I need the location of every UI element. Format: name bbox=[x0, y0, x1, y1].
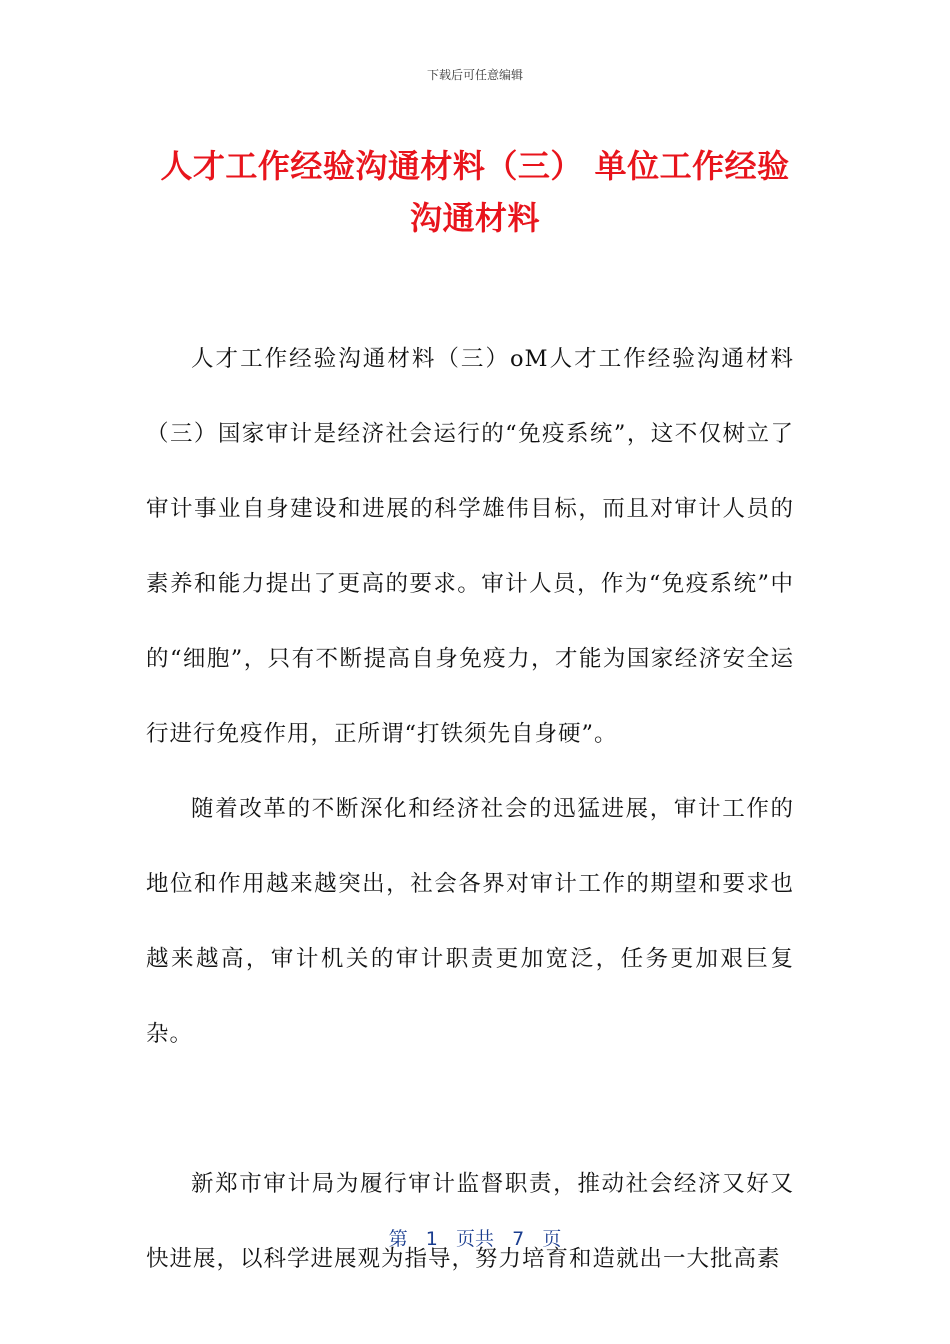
header-note: 下载后可任意编辑 bbox=[426, 68, 523, 82]
footer-label-page: 第 bbox=[388, 1228, 408, 1250]
paragraph-1: 人才工作经验沟通材料（三）oM人才工作经验沟通材料（三）国家审计是经济社会运行的“免疫系统”，这不仅树立了审计事业自身建设和进展的科学雄伟目标，而且对审计人员的素养和能力提出了更高的要求。审计人员，作为“免疫系统”中的“细胞”，只有不断提高自身免疫力，才能为国家经济安全运行进行免疫作用，正所谓“打铁须先自身硬”。 bbox=[146, 346, 794, 747]
body-text bbox=[146, 322, 794, 1297]
title-line-1: 人才工作经验沟通材料（三） 单位工作经验 bbox=[160, 147, 790, 185]
footer-total-pages: 7 bbox=[512, 1228, 525, 1250]
paragraph-gap bbox=[146, 1072, 794, 1147]
page-footer bbox=[0, 1224, 950, 1251]
document-title bbox=[120, 140, 830, 244]
footer-current-page: 1 bbox=[425, 1228, 438, 1250]
footer-label-of: 页共 bbox=[455, 1228, 494, 1250]
paragraph-2: 随着改革的不断深化和经济社会的迅猛进展，审计工作的地位和作用越来越突出，社会各界对审计工作的期望和要求也越来越高，审计机关的审计职责更加宽泛，任务更加艰巨复杂。 bbox=[146, 796, 794, 1047]
footer-label-end: 页 bbox=[542, 1228, 562, 1250]
title-line-2: 沟通材料 bbox=[409, 199, 540, 237]
paragraph-3: 新郑市审计局为履行审计监督职责，推动社会经济又好又快进展，以科学进展观为指导，努力培育和造就出一大批高素 bbox=[146, 1171, 794, 1272]
